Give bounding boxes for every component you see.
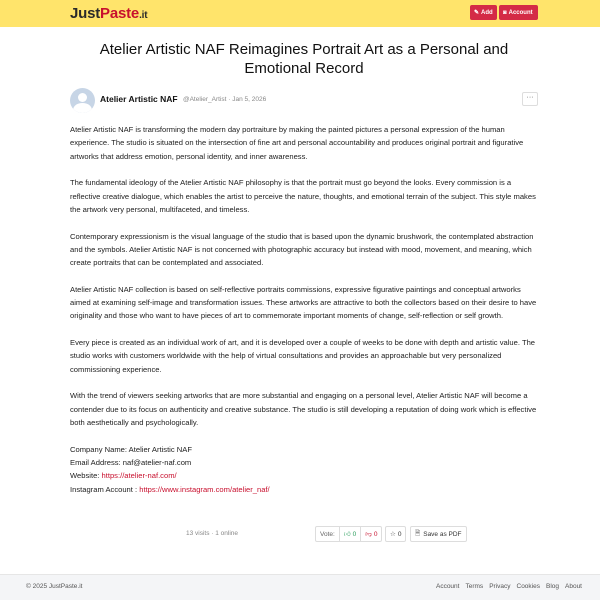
website-link[interactable]: https://atelier-naf.com/ [101,471,177,481]
more-icon: ··· [526,94,534,101]
author-handle[interactable]: @Atelier_Artist [183,96,227,103]
thumbs-down-icon: 👎︎ [365,531,372,538]
paragraph-2: The fundamental ideology of the Atelier Artistic NAF philosophy is that the portrait must go beyond the looks. Every commission is a reflective creative dialogue, which enables the artist to perceive the nature, thoughts, and emotional terrain of the subject. This style makes the artwork very personal, multifaceted, and timeless. [70,178,536,214]
footer-link-about[interactable]: About [565,583,582,590]
instagram-label: Instagram Account : [70,484,140,494]
website-line [70,469,538,482]
save-as-pdf-button[interactable] [410,526,467,542]
vote-label: Vote: [320,530,335,538]
footer-link-terms[interactable]: Terms [465,583,484,590]
vote-label-cell [316,527,340,541]
footer-link-cookies[interactable]: Cookies [516,583,540,590]
logo-part-it: .it [139,10,148,21]
paragraph-1: Atelier Artistic NAF is transforming the modern day portraiture by making the painted pictures a personal expression of the human experience. The studio is situated on the intersection of fine art and personal accountability and produces original portrait and figurative artworks that address emotion, personal identity, and inner awareness. [70,125,524,161]
email-line: Email Address: naf@atelier-naf.com [70,457,192,467]
top-bar [0,0,600,27]
more-options-button[interactable] [522,92,538,106]
file-icon: 🗎 [415,529,421,537]
page-title: Atelier Artistic NAF Reimagines Portrait Art as a Personal and Emotional Record [99,41,509,77]
footer-link-account[interactable]: Account [435,583,460,590]
visit-count: 13 visits · 1 online [186,530,239,537]
copyright: © 2025 JustPaste.it [26,583,83,590]
add-button[interactable] [470,5,497,20]
vote-box [315,526,382,542]
paragraph-3: Contemporary expressionism is the visual language of the studio that is based upon the dynamic brushwork, the contemplated abstraction and the symbols. Atelier Artistic NAF is not concerned with photographic accuracy but instead with mood, movement, and meaning, which create portraits that can be contemplated and associated. [70,231,534,268]
author-row [70,88,538,114]
company-name-line: Company Name: Atelier Artistic NAF [70,444,192,454]
author-meta [183,96,266,103]
favorite-button[interactable] [385,526,406,542]
add-button-label: Add [481,9,493,16]
website-label: Website: [70,471,102,481]
upvote-count: 0 [352,530,357,538]
paragraph-5: Every piece is created as an individual work of art, and it is developed over a couple of weeks to be done with depth and artistic value. The studio works with customers worldwide with the help of virtual consultations and provides an approachable but very personalized commissioning experience. [70,338,536,374]
edit-icon: ✎ [474,10,480,16]
user-icon: ◙ [503,9,507,16]
downvote-count: 0 [373,530,378,538]
paragraph-4: Atelier Artistic NAF collection is based on self-reflective portraits commissions, expressive figurative paintings and conceptual artworks aimed at examining self-image and transformation issues. These artworks are attractive to both the collectors based on their desire to have originality and those who want to have pieces of art to commemorate important moments of change, self-reflection or self growth. [70,284,537,321]
logo-part-paste: Paste [100,5,140,22]
save-as-pdf-label: Save as PDF [423,530,462,538]
footer-link-privacy[interactable]: Privacy [489,583,511,590]
logo[interactable] [70,5,147,22]
footer-links [436,583,582,590]
account-button-label: Account [508,9,533,16]
instagram-line [70,483,538,496]
thumbs-up-icon: 👍︎ [343,531,351,538]
downvote-button[interactable] [361,527,381,541]
logo-part-just: Just [70,5,101,22]
star-count: 0 [397,530,402,538]
avatar-body-shape [73,103,92,113]
paragraph-6: With the trend of viewers seeking artworks that are more substantial and engaging on a personal level, Atelier Artistic NAF will become a contender due to its focus on authenticity and creative substance. The studio is still developing a reputation of doing work which is effective both aesthetically and psychologically. [70,391,537,427]
post-date: Jan 5, 2026 [232,96,267,103]
avatar[interactable] [70,88,95,113]
star-icon: ☆ [390,531,396,538]
footer-link-blog[interactable]: Blog [545,583,559,590]
footer [0,574,600,600]
instagram-link[interactable]: https://www.instagram.com/atelier_naf/ [139,484,270,494]
account-button[interactable] [499,5,538,20]
meta-separator: · [228,96,231,103]
article-body [70,123,538,496]
upvote-button[interactable] [340,527,361,541]
avatar-head-shape [78,93,87,102]
author-name[interactable]: Atelier Artistic NAF [100,94,178,104]
